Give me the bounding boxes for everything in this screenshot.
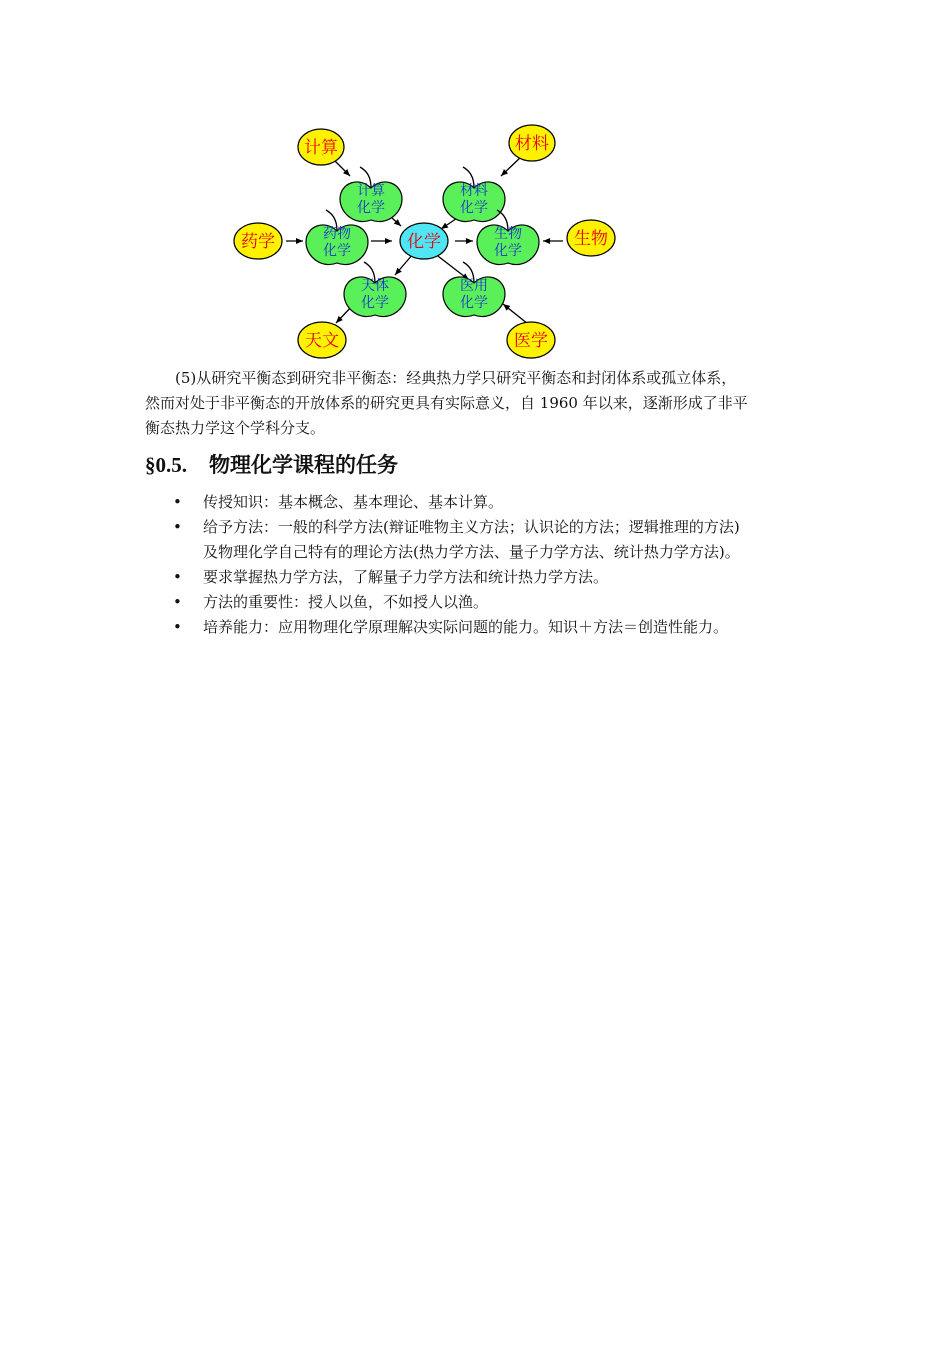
apple-medical-chem — [443, 262, 505, 317]
paragraph-line: 然而对处于非平衡态的开放体系的研究更具有实际意义，自 1960 年以来，逐渐形成了非平 — [145, 394, 748, 412]
apple-label-bottom: 化学 — [494, 243, 522, 259]
outer-label: 计算 — [304, 138, 338, 158]
bullet-icon: • — [173, 518, 182, 536]
paragraph-line: 衡态热力学这个学科分支。 — [145, 419, 326, 437]
arrow-computing — [335, 161, 350, 176]
apple-astro-chem — [344, 262, 406, 317]
section-number: §0.5. — [145, 453, 187, 477]
section-heading — [145, 451, 398, 479]
list-item-text: 方法的重要性：授人以鱼，不如授人以渔。 — [203, 593, 489, 611]
chemistry-relations-diagram — [225, 120, 625, 365]
outer-node-computing — [298, 129, 344, 165]
bullet-icon: • — [173, 568, 182, 586]
outer-label: 材料 — [515, 134, 549, 154]
apple-label-top: 天体 — [361, 278, 389, 294]
arrow-medicine — [503, 304, 528, 324]
apple-label-bottom: 化学 — [323, 243, 351, 259]
list-item-text: 培养能力：应用物理化学原理解决实际问题的能力。知识＋方法＝创造性能力。 — [203, 618, 729, 636]
bullet-icon: • — [173, 618, 182, 636]
apple-label-top: 计算 — [357, 183, 385, 199]
list-item — [145, 565, 825, 590]
paragraph-line: (5)从研究平衡态到研究非平衡态：经典热力学只研究平衡态和封闭体系或孤立体系， — [175, 369, 737, 387]
list-item — [145, 590, 825, 615]
outer-label: 医学 — [514, 331, 548, 351]
section-title: 物理化学课程的任务 — [209, 452, 398, 477]
nonequilibrium-paragraph — [145, 366, 815, 441]
list-item — [145, 615, 825, 640]
outer-label: 药学 — [241, 232, 275, 252]
list-item — [145, 515, 825, 565]
apple-label-bottom: 化学 — [361, 295, 389, 311]
apple-label-bottom: 化学 — [460, 200, 488, 216]
apple-label-bottom: 化学 — [357, 200, 385, 216]
apple-label-top: 药物 — [323, 226, 351, 242]
arrow-center-med — [434, 253, 469, 280]
bullet-icon: • — [173, 593, 182, 611]
list-item-text: 给予方法：一般的科学方法(辩证唯物主义方法；认识论的方法；逻辑推理的方法) — [203, 518, 740, 536]
list-item-text: 传授知识：基本概念、基本理论、基本计算。 — [203, 493, 504, 511]
apple-label-top: 生物 — [494, 226, 522, 242]
bullet-icon: • — [173, 493, 182, 511]
center-label: 化学 — [407, 232, 441, 252]
outer-node-biology — [567, 220, 615, 256]
list-item-text: 要求掌握热力学方法，了解量子力学方法和统计热力学方法。 — [203, 568, 609, 586]
outer-node-pharmacy — [234, 223, 282, 259]
task-list — [145, 490, 825, 640]
apple-materials-chem — [443, 167, 505, 222]
outer-label: 天文 — [305, 331, 339, 351]
arrow-materials — [501, 156, 522, 176]
outer-node-materials — [509, 125, 555, 161]
apple-label-top: 材料 — [460, 183, 488, 199]
outer-node-astronomy — [298, 322, 346, 358]
outer-node-medicine — [507, 322, 555, 358]
outer-label: 生物 — [574, 229, 608, 249]
list-item — [145, 490, 825, 515]
list-item-text: 及物理化学自己特有的理论方法(热力学方法、量子力学方法、统计热力学方法)。 — [203, 543, 740, 561]
apple-label-bottom: 化学 — [460, 295, 488, 311]
apple-label-top: 医用 — [460, 278, 488, 294]
arrow-center-astro — [395, 254, 413, 275]
center-node — [400, 223, 448, 259]
